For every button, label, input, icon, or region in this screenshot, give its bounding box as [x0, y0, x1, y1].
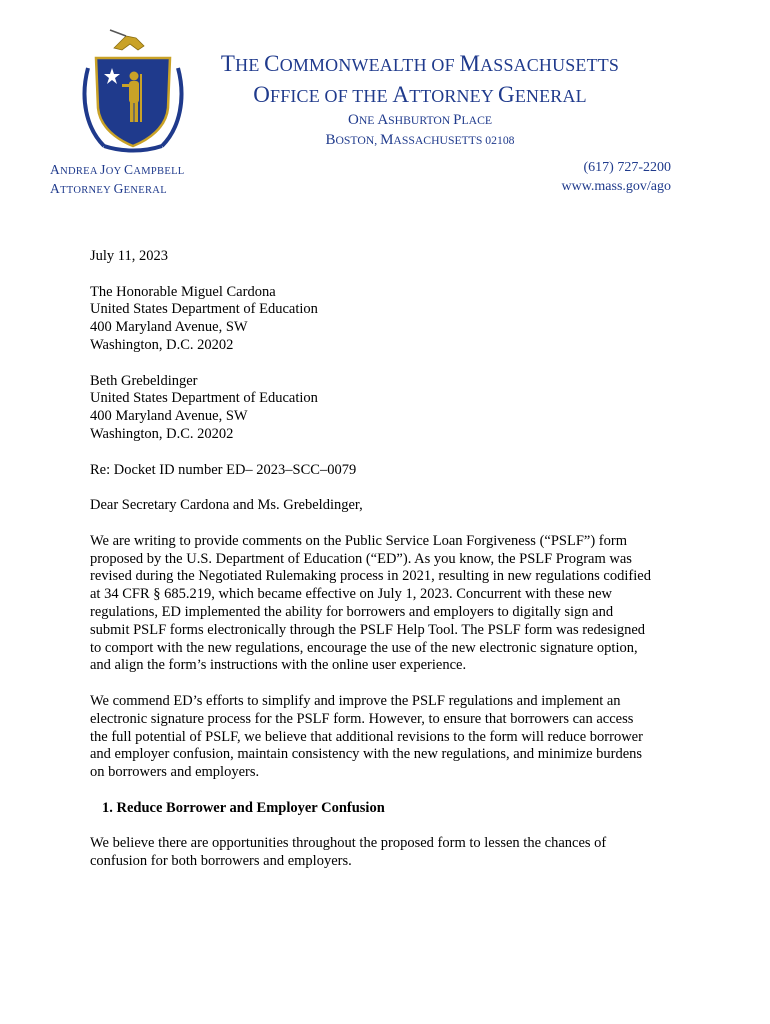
title1-cap3: M: [459, 51, 481, 76]
title1-cap2: C: [264, 51, 280, 76]
addr1-cap3: P: [453, 112, 462, 128]
ag-name-rest3: AMPBELL: [133, 166, 185, 177]
paragraph-line: We believe there are opportunities throughout the proposed form to lessen the chances of: [90, 835, 607, 852]
recipient2-line: 400 Maryland Avenue, SW: [90, 408, 248, 425]
paragraph-line: regulations, ED implemented the ability for borrowers and employers to digitally sign and: [90, 603, 614, 620]
title1-rest2: OMMONWEALTH OF: [279, 55, 460, 75]
title1-rest1: HE: [235, 55, 265, 75]
attorney-general-name: [50, 162, 185, 178]
letter-body: [90, 248, 690, 871]
addr1-cap2: A: [377, 112, 389, 128]
addr2-cap1: B: [325, 132, 336, 148]
paragraph-line: submit PSLF forms electronically through the PSLF Help Tool. The PSLF form was redesigned: [90, 621, 646, 638]
paragraph-line: proposed by the U.S. Department of Education (“ED”). As you know, the PSLF Program was: [90, 550, 632, 567]
paragraph-2: [90, 693, 690, 782]
title2-rest2: TTORNEY: [409, 86, 499, 106]
paragraph-line: We commend ED’s efforts to simplify and improve the PSLF regulations and implement an: [90, 692, 621, 709]
paragraph-line: confusion for both borrowers and employers.: [90, 853, 352, 870]
paragraph-1: [90, 533, 690, 675]
recipient1-line: Washington, D.C. 20202: [90, 336, 234, 353]
addr2-rest2: ASSACHUSETTS 02108: [393, 134, 515, 147]
paragraph-line: and employer confusion, maintain consistency with the new regulations, and minimize burdens: [90, 746, 643, 763]
paragraph-line: to comport with the new regulations, encourage the use of the new electronic signature option,: [90, 639, 638, 656]
recipient1-line: The Honorable Miguel Cardona: [90, 283, 276, 300]
paragraph-line: We are writing to provide comments on the Public Service Loan Forgiveness (“PSLF”) form: [90, 532, 627, 549]
paragraph-line: revised during the Negotiated Rulemaking process in 2021, resulting in new regulations codified: [90, 568, 651, 585]
letter-date: July 11, 2023: [90, 248, 169, 264]
addr1-rest1: NE: [358, 114, 378, 127]
ag-name-rest2: OY: [105, 166, 125, 177]
recipient1-line: United States Department of Education: [90, 301, 318, 318]
seal-arm-sword: [114, 36, 144, 50]
ag-title-rest2: ENERAL: [123, 185, 167, 196]
salutation: Dear Secretary Cardona and Ms. Grebeldinger,: [90, 497, 363, 514]
recipient2-line: Washington, D.C. 20202: [90, 425, 234, 442]
addr1-rest2: SHBURTON: [388, 114, 454, 127]
phone-number: (617) 727-2200: [583, 160, 671, 175]
ag-title-cap1: A: [50, 181, 61, 196]
paragraph-3: [90, 835, 690, 871]
title2-cap1: O: [253, 82, 271, 107]
addr2-rest1: OSTON,: [335, 134, 381, 147]
addr1-rest3: LACE: [461, 114, 493, 127]
title1-cap1: T: [220, 51, 236, 76]
title2-rest3: ENERAL: [514, 86, 587, 106]
paragraph-line: the full potential of PSLF, we believe that additional revisions to the form will reduce borrower: [90, 728, 643, 745]
ag-name-cap2: J: [100, 162, 106, 177]
ag-name-cap1: A: [50, 162, 61, 177]
ag-name-cap3: C: [124, 162, 134, 177]
recipient2-line: Beth Grebeldinger: [90, 372, 198, 389]
ag-title-cap2: G: [113, 181, 124, 196]
ag-name-rest1: NDREA: [60, 166, 101, 177]
recipient2-line: United States Department of Education: [90, 390, 318, 407]
recipient1-line: 400 Maryland Avenue, SW: [90, 319, 248, 336]
letterhead-title-line2: [150, 82, 690, 108]
title2-cap2: A: [392, 82, 410, 107]
website-link[interactable]: www.mass.gov/ago: [561, 179, 671, 194]
re-line: Re: Docket ID number ED– 2023–SCC–0079: [90, 461, 357, 478]
section-heading: 1. Reduce Borrower and Employer Confusion: [102, 799, 385, 816]
addr2-cap2: M: [380, 132, 394, 148]
title1-rest3: ASSACHUSETTS: [480, 55, 620, 75]
title2-rest1: FFICE OF THE: [270, 86, 393, 106]
letterhead-address-line1: [150, 112, 690, 129]
ag-title-rest1: TTORNEY: [60, 185, 114, 196]
letterhead-address-line2: [150, 132, 690, 149]
paragraph-line: on borrowers and employers.: [90, 764, 260, 781]
recipient-block-2: [90, 373, 690, 444]
paragraph-line: at 34 CFR § 685.219, which became effective on July 1, 2023. Concurrent with these new: [90, 586, 613, 603]
paragraph-line: and align the form’s instructions with the online user experience.: [90, 657, 467, 674]
title2-cap3: G: [498, 82, 515, 107]
addr1-cap1: O: [347, 112, 359, 128]
attorney-general-title: [50, 181, 167, 197]
letterhead-title-line1: [150, 51, 690, 77]
paragraph-line: electronic signature process for the PSLF form. However, to ensure that borrowers can access: [90, 710, 634, 727]
recipient-block-1: [90, 284, 690, 355]
